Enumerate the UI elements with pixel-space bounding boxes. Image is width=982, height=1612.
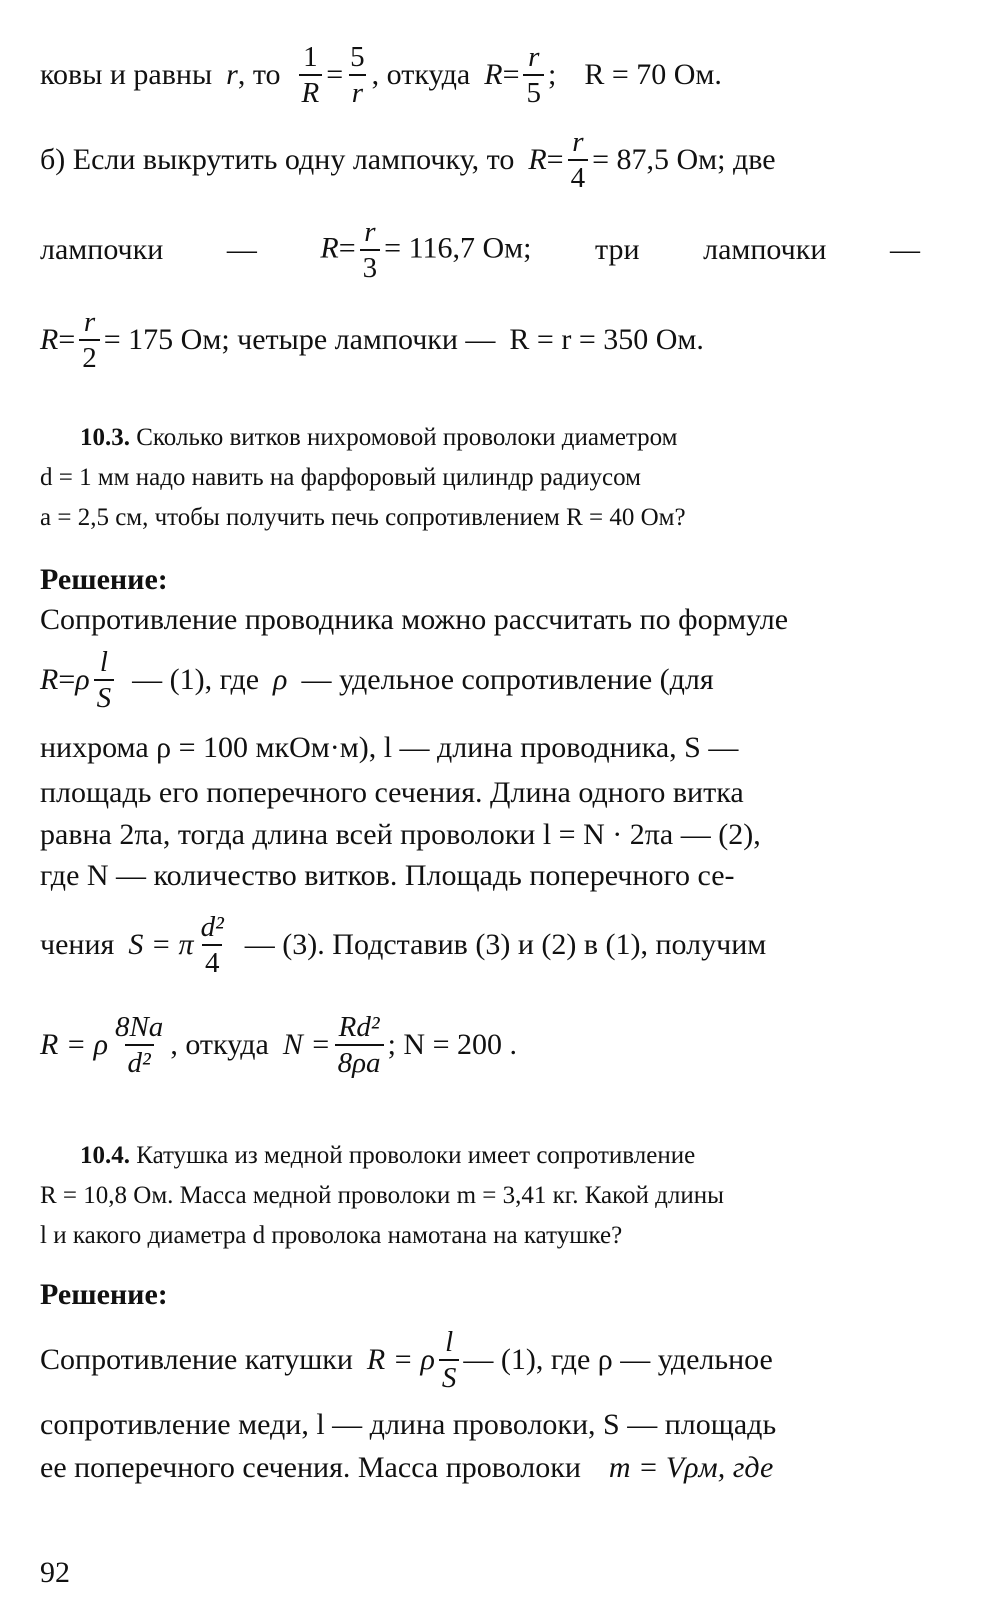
text-fragment: чения [40,928,115,961]
result: R = 70 Ом. [584,58,722,91]
text-fragment: б) Если выкрутить одну лампочку, то [40,143,515,176]
text-fragment: три [595,233,640,266]
text-fragment: = 175 Ом; четыре лампочки — [103,323,496,356]
variable: R [40,323,59,356]
variable: R [320,230,339,264]
text-fragment: Сопротивление катушки [40,1343,353,1376]
denominator: 8ρa [335,1044,384,1078]
solution-line-7 [40,905,920,985]
problem-text: l и какого диаметра d проволока намотана на катушке? [40,1222,623,1249]
result: ; N = 200 . [387,1028,517,1061]
fraction [112,1012,166,1079]
fraction [94,647,115,714]
solution2-line-3 [40,1448,920,1488]
fraction [198,912,227,979]
text-fragment: , откуда [371,58,471,91]
denominator: 2 [79,339,100,373]
variable: R [528,143,547,176]
solution-line-6 [40,856,920,896]
equals: = [546,143,564,176]
variable: ρ [75,663,90,696]
result: = 116,7 Ом; [384,230,532,264]
variable: r [226,58,238,91]
variable: N = [282,1028,331,1061]
variable: R [484,58,503,91]
denominator: 4 [202,944,223,978]
formula: m = Vρм, где [608,1451,774,1484]
text-fragment: ковы и равны [40,58,213,91]
text-line-1 [40,40,920,110]
equals: = [58,663,76,696]
denominator: S [439,1359,460,1393]
denominator: 5 [523,74,544,108]
fraction [568,127,589,194]
text-line-2 [40,125,920,195]
fraction [335,1012,384,1079]
text-fragment: — (1), где ρ — удельное [463,1343,773,1376]
variable: R = ρ [40,1028,108,1061]
equals: = [326,58,344,91]
equals: = [338,230,356,264]
text-fragment: — удельное сопротивление (для [301,663,714,696]
numerator: 8Na [114,1010,164,1043]
problem-text: Сколько витков нихромовой проволоки диаметром [136,424,678,451]
fraction [439,1327,460,1394]
solution2-line-1 [40,1320,920,1400]
problem-10-3-line-1 [80,420,920,456]
numerator: r [572,125,584,158]
problem-number: 10.4. [80,1142,130,1169]
numerator: r [528,40,540,73]
equals: = [58,323,76,356]
text-fragment: ее поперечного сечения. Масса проволоки [40,1451,581,1484]
problem-10-4-line-1 [80,1138,920,1174]
formula [320,217,531,284]
text-fragment: — (1), где [132,663,260,696]
text-fragment: сопротивление меди, l — длина проволоки, S — площадь [40,1408,777,1441]
text-fragment: где N — количество витков. Площадь поперечного се- [40,859,735,892]
solution-line-3 [40,728,920,768]
variable: ρ [273,663,288,696]
text-fragment: нихрома ρ = 100 мкОм·м), l — длина проводника, S — [40,731,739,764]
numerator: d² [200,910,224,943]
numerator: r [364,215,376,248]
problem-text: Катушка из медной проволоки имеет сопротивление [136,1142,696,1169]
problem-text: d = 1 мм надо навить на фарфоровый цилиндр радиусом [40,464,641,491]
numerator: Rd² [338,1010,380,1043]
fraction [79,307,100,374]
fraction [299,42,323,109]
text-fragment: лампочки [703,233,827,266]
denominator: R [299,74,323,108]
text-line-3 [40,215,920,285]
solution-heading [40,560,920,600]
fraction [360,217,381,284]
solution2-line-2 [40,1405,920,1445]
heading-text: Решение: [40,563,168,596]
fraction [523,42,544,109]
text-fragment: лампочки [40,233,164,266]
numerator: r [83,305,96,338]
numerator: 1 [303,40,318,73]
variable: S = π [128,928,194,961]
fraction [347,42,368,109]
denominator: 4 [568,159,589,193]
denominator: 3 [360,249,381,283]
text-fragment: — (3). Подставив (3) и (2) в (1), получим [244,928,767,961]
solution-line-2 [40,645,920,715]
solution-line-5 [40,815,920,855]
dash: — [889,233,920,266]
problem-number: 10.3. [80,424,130,451]
numerator: 5 [350,40,365,73]
solution-line-4 [40,773,920,813]
text-fragment: Сопротивление проводника можно рассчитать по формуле [40,603,789,636]
denominator: r [349,74,366,108]
semicolon: ; [547,58,557,91]
dash: — [226,233,257,266]
heading-text: Решение: [40,1278,168,1311]
text-fragment: равна 2πa, тогда длина всей проволоки l = N · 2πa — (2), [40,818,761,851]
problem-text: R = 10,8 Ом. Масса медной проволоки m = 3,41 кг. Какой длины [40,1182,724,1209]
problem-10-4-line-2 [40,1178,920,1214]
solution-line-8 [40,1000,920,1090]
solution-line-1 [40,600,920,640]
variable: R [40,663,59,696]
text-line-4 [40,305,920,375]
numerator: l [99,645,108,678]
variable: R = ρ [366,1343,435,1376]
problem-text: a = 2,5 см, чтобы получить печь сопротивлением R = 40 Ом? [40,504,686,531]
result: = 87,5 Ом; две [592,143,776,176]
denominator: d² [125,1044,154,1078]
problem-10-4-line-3 [40,1218,920,1254]
page-number: 92 [40,1556,70,1589]
text-fragment: , откуда [170,1028,269,1061]
problem-10-3-line-3 [40,500,920,536]
denominator: S [94,679,115,713]
equals: = [502,58,520,91]
text-fragment: площадь его поперечного сечения. Длина одного витка [40,776,744,809]
solution-heading [40,1275,920,1315]
result: R = r = 350 Ом. [509,323,704,356]
numerator: l [445,1325,454,1358]
problem-10-3-line-2 [40,460,920,496]
text-fragment: , то [237,58,281,91]
